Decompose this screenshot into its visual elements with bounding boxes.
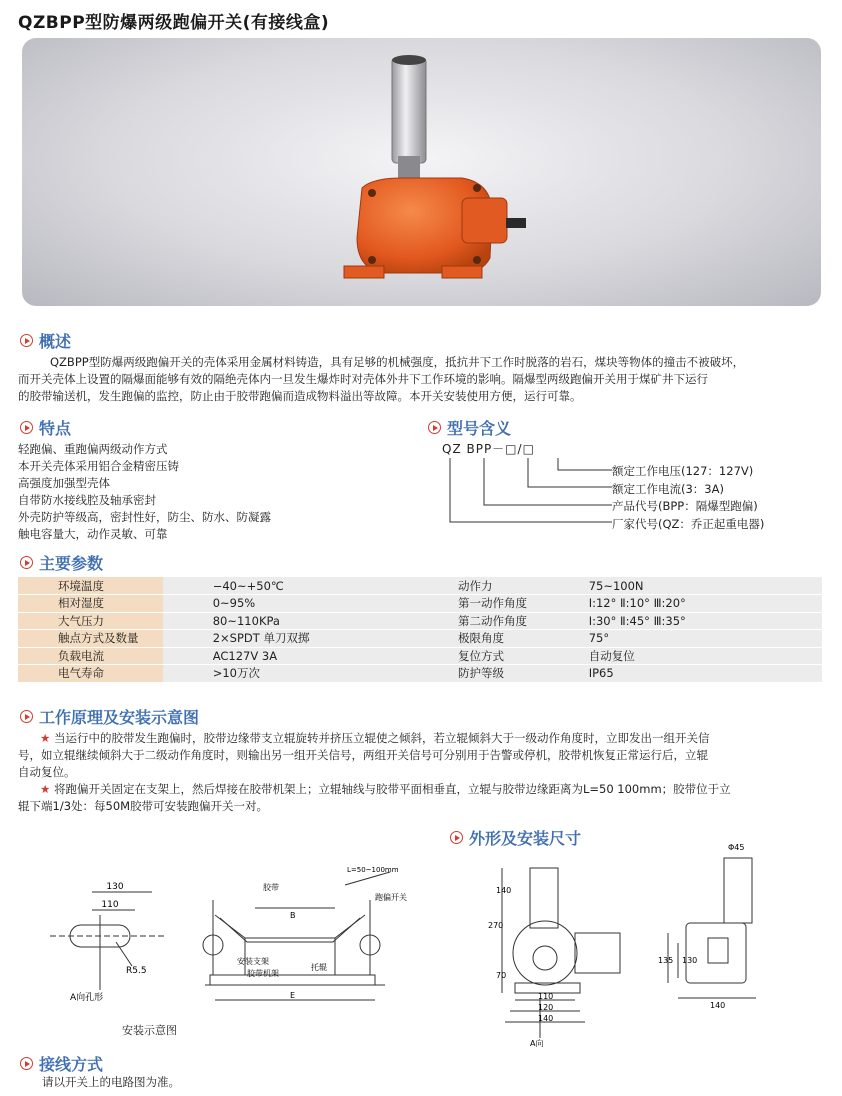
table-row	[18, 612, 822, 630]
params-table	[18, 577, 822, 683]
param-key: 防护等级	[420, 665, 565, 683]
feature-item: 触电容量大，动作灵敏、可靠	[18, 527, 168, 541]
section-overview-title: 概述	[39, 332, 72, 351]
play-bullet-icon	[20, 421, 33, 434]
wiring-text: 请以开关上的电路图为准。	[42, 1075, 180, 1089]
param-key: 触点方式及数量	[18, 630, 163, 648]
section-principle-title: 工作原理及安装示意图	[39, 708, 200, 727]
features-list	[18, 441, 271, 543]
model-labels	[612, 463, 764, 533]
table-row	[18, 595, 822, 613]
param-value: Ⅰ:30° Ⅱ:45° Ⅲ:35°	[565, 612, 822, 630]
param-value: AC127V 3A	[163, 647, 420, 665]
label-e: E	[290, 991, 296, 1000]
play-bullet-icon	[20, 1057, 33, 1070]
play-bullet-icon	[450, 831, 463, 844]
dim-130-side: 130	[682, 956, 698, 965]
label-idler: 托辊	[311, 963, 327, 972]
model-label: 产品代号(BPP：隔爆型跑偏)	[612, 499, 758, 513]
overview-line: 的胶带输送机，发生跑偏的监控，防止由于胶带跑偏而造成物料溢出等故障。本开关安装使用方便，运行可靠。	[18, 389, 582, 403]
table-row	[18, 665, 822, 683]
model-label: 厂家代号(QZ：乔正起重电器)	[612, 516, 765, 531]
principle-line: 自动复位。	[18, 765, 76, 779]
section-dimensions-title: 外形及安装尺寸	[469, 829, 582, 848]
section-overview-heading	[20, 329, 71, 352]
feature-item: 高强度加强型壳体	[18, 476, 110, 490]
install-caption: 安装示意图	[122, 1024, 177, 1037]
section-wiring-title: 接线方式	[39, 1055, 104, 1074]
param-value: 自动复位	[565, 647, 822, 665]
side-view-diagram	[648, 838, 768, 1013]
param-value: 2×SPDT 单刀双掷	[163, 630, 420, 648]
page-title: QZBPP型防爆两级跑偏开关(有接线盒)	[18, 13, 330, 33]
param-value: 80~110KPa	[163, 612, 420, 630]
param-key: 第二动作角度	[420, 612, 565, 630]
feature-item: 本开关壳体采用铝合金精密压铸	[18, 459, 179, 473]
principle-line: 辊下端1/3处：每50M胶带可安装跑偏开关一对。	[18, 799, 269, 813]
section-model-title: 型号含义	[447, 419, 512, 438]
section-model-heading	[428, 416, 511, 439]
overview-line: QZBPP型防爆两级跑偏开关的壳体采用金属材料铸造，具有足够的机械强度，抵抗井下工作时脱落的岩石，煤块等物体的撞击不被破坏，	[50, 355, 745, 369]
star-icon: ★	[40, 782, 54, 796]
label-belt: 胶带	[263, 883, 279, 892]
section-wiring-heading	[20, 1052, 103, 1075]
play-bullet-icon	[20, 556, 33, 569]
principle-text	[18, 730, 823, 815]
principle-line: 将跑偏开关固定在支架上，然后焊接在胶带机架上；立辊轴线与胶带平面相垂直，立辊与胶带边缘距离为L=50 100mm；胶带位于立	[53, 782, 731, 796]
feature-item: 自带防水接线腔及轴承密封	[18, 493, 156, 507]
arrow-a-label: A向	[530, 1039, 544, 1048]
param-value: 0~95%	[163, 595, 420, 613]
param-value: Ⅰ:12° Ⅱ:10° Ⅲ:20°	[565, 595, 822, 613]
product-illustration	[22, 38, 821, 306]
section-params-title: 主要参数	[39, 554, 104, 573]
param-key: 动作力	[420, 577, 565, 595]
param-key: 第一动作角度	[420, 595, 565, 613]
param-value: >10万次	[163, 665, 420, 683]
model-code-brackets	[440, 452, 615, 532]
param-key: 环境温度	[18, 577, 163, 595]
star-icon: ★	[40, 731, 54, 745]
front-view-diagram	[480, 848, 640, 1048]
dim-130: 130	[106, 882, 124, 892]
section-params-heading	[20, 551, 103, 574]
dim-120: 120	[538, 1003, 554, 1012]
label-bracket: 安装支架	[237, 957, 269, 966]
param-value: IP65	[565, 665, 822, 683]
play-bullet-icon	[428, 421, 441, 434]
model-label: 额定工作电压(127：127V)	[612, 464, 754, 478]
dim-140-side: 140	[710, 1001, 726, 1010]
overview-text	[18, 354, 823, 405]
model-label: 额定工作电流(3：3A)	[612, 481, 724, 496]
param-key: 大气压力	[18, 612, 163, 630]
dim-70: 70	[496, 971, 507, 980]
play-bullet-icon	[20, 710, 33, 723]
param-value: 75~100N	[565, 577, 822, 595]
param-key: 极限角度	[420, 630, 565, 648]
section-features-title: 特点	[39, 419, 72, 438]
label-l-distance: L=50~100mm	[347, 866, 399, 874]
dim-phi45: Φ45	[728, 843, 745, 852]
param-key: 电气寿命	[18, 665, 163, 683]
model-code: QZ BPP－□/□	[442, 442, 535, 456]
feature-item: 外壳防护等级高，密封性好，防尘、防水、防凝露	[18, 510, 271, 524]
label-switch: 跑偏开关	[375, 893, 407, 902]
dim-r55: R5.5	[126, 966, 147, 976]
dim-110: 110	[101, 900, 119, 910]
dim-270: 270	[488, 921, 504, 930]
feature-item: 轻跑偏、重跑偏两级动作方式	[18, 442, 168, 456]
section-features-heading	[20, 416, 71, 439]
label-b: B	[290, 911, 296, 920]
principle-line: 当运行中的胶带发生跑偏时，胶带边缘带支立辊旋转并挤压立辊使之倾斜，若立辊倾斜大于一级动作角度时，立即发出一组开关信	[53, 731, 710, 745]
installation-diagram	[185, 860, 410, 1010]
table-row	[18, 647, 822, 665]
param-key: 复位方式	[420, 647, 565, 665]
param-value: 75°	[565, 630, 822, 648]
dim-110-bottom: 110	[538, 992, 554, 1001]
param-key: 负载电流	[18, 647, 163, 665]
principle-line: 号，如立辊继续倾斜大于二级动作角度时，则输出另一组开关信号，两组开关信号可分别用于告警或停机，胶带机恢复正常运行后，立辊	[18, 748, 708, 762]
table-row	[18, 630, 822, 648]
play-bullet-icon	[20, 334, 33, 347]
label-frame: 胶带机架	[247, 969, 279, 978]
dim-140-top: 140	[496, 886, 512, 895]
product-photo	[22, 38, 821, 306]
section-principle-heading	[20, 705, 199, 728]
dim-140-bottom: 140	[538, 1014, 554, 1023]
section-dimensions-heading	[450, 826, 581, 849]
dim-135: 135	[658, 956, 674, 965]
table-row	[18, 577, 822, 595]
hole-caption: A向孔形	[70, 993, 104, 1003]
param-value: −40~+50℃	[163, 577, 420, 595]
hole-diagram	[40, 880, 170, 1005]
overview-line: 而开关壳体上设置的隔爆面能够有效的隔绝壳体内一旦发生爆炸时对壳体外井下工作环境的影响。隔爆型两级跑偏开关用于煤矿井下运行	[18, 372, 708, 386]
param-key: 相对湿度	[18, 595, 163, 613]
